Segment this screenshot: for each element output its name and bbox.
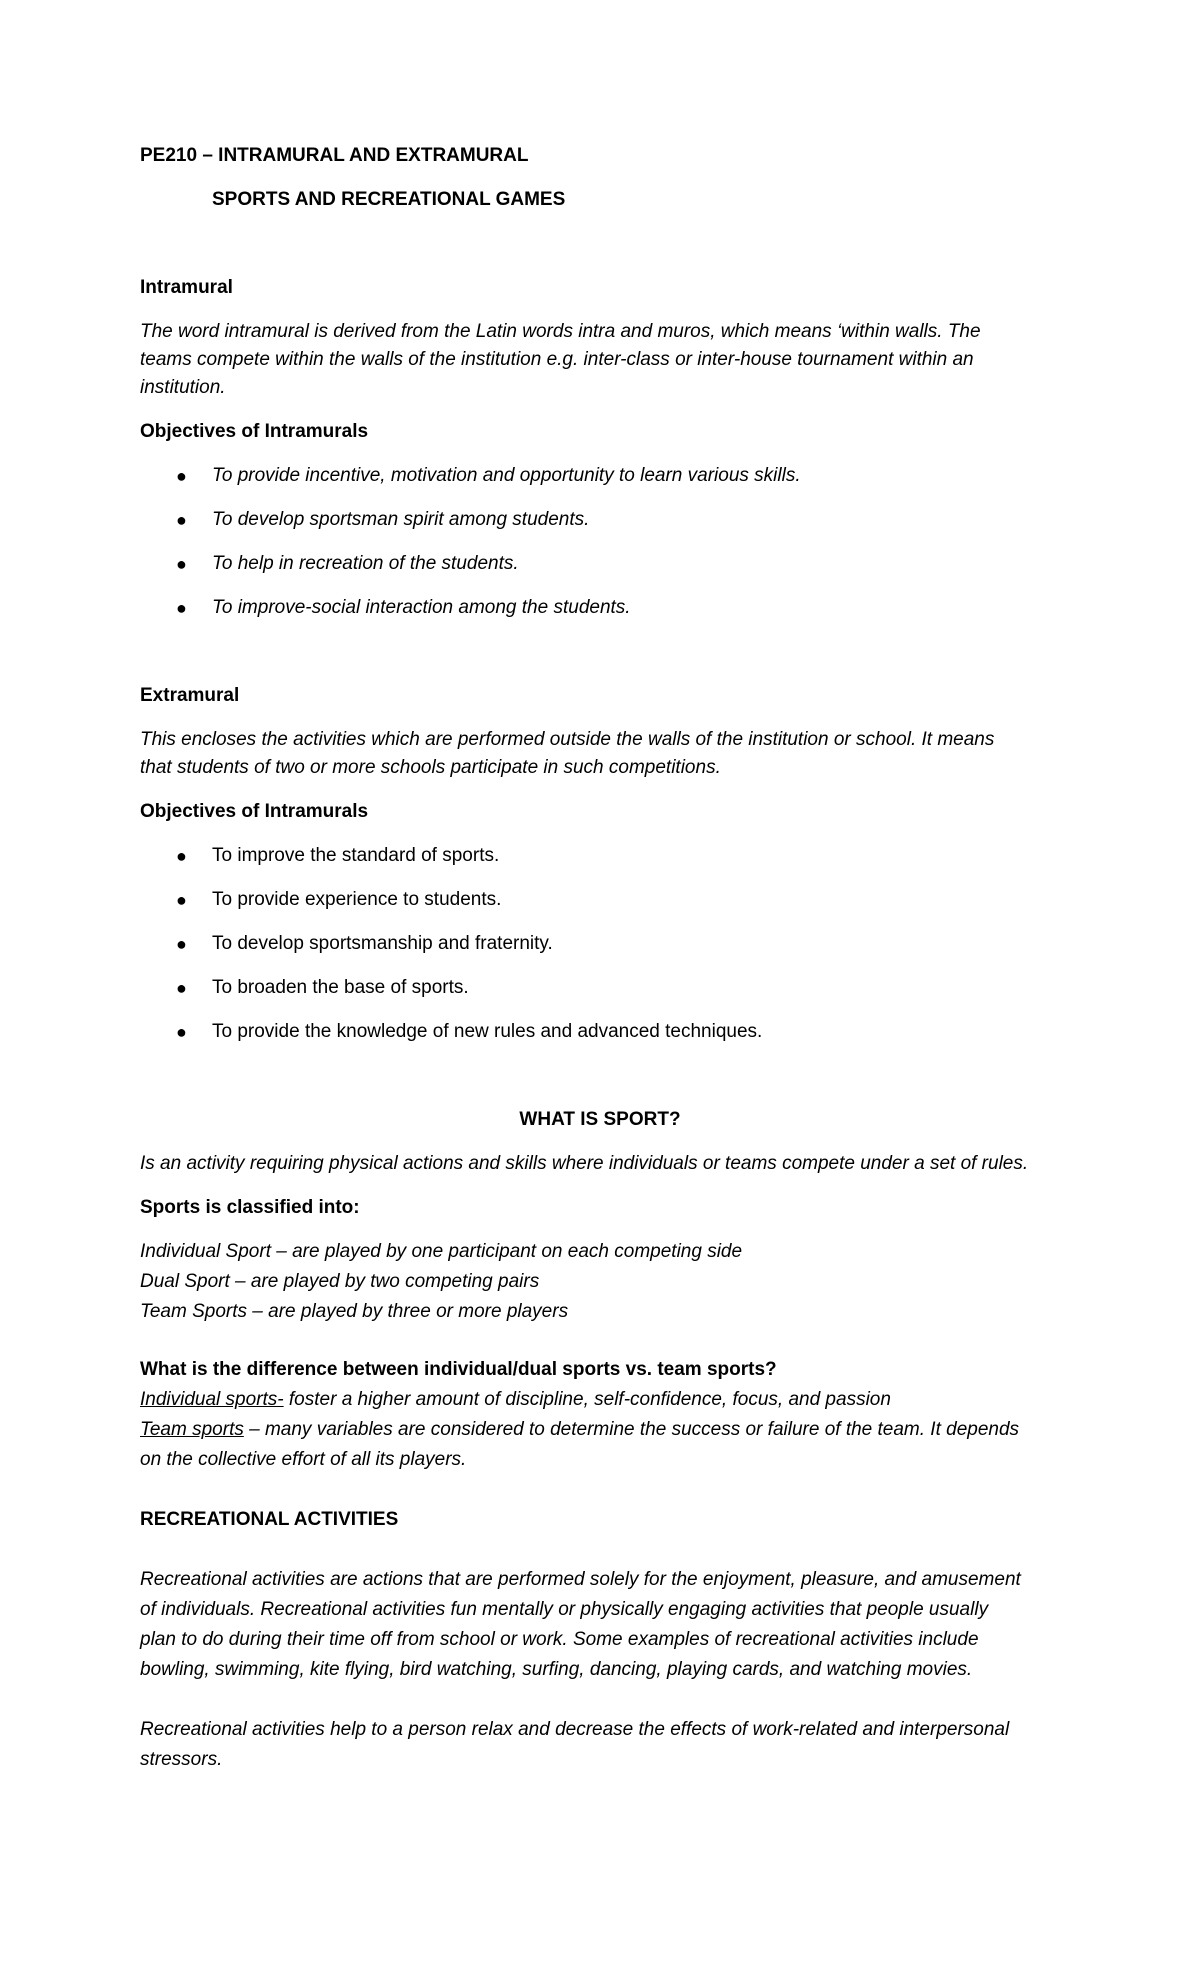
intramural-heading: Intramural [140, 277, 233, 298]
extramural-heading: Extramural [140, 685, 240, 706]
intramural-paragraph-line: The word intramural is derived from the Latin words intra and muros, which means ‘within walls. The [140, 321, 981, 342]
list-item: To provide incentive, motivation and opportunity to learn various skills. [212, 465, 801, 486]
list-item: To broaden the base of sports. [212, 977, 469, 998]
bullet-icon: ● [176, 934, 187, 954]
individual-sports-label: Individual sports- [140, 1389, 284, 1410]
bullet-icon: ● [176, 554, 187, 574]
recreational-paragraph-line: Recreational activities help to a person relax and decrease the effects of work-related and interpersonal [140, 1719, 1010, 1740]
team-sports-label: Team sports [140, 1419, 244, 1440]
list-item: To provide the knowledge of new rules and advanced techniques. [212, 1021, 763, 1042]
list-item: To develop sportsmanship and fraternity. [212, 933, 553, 954]
document-subtitle: SPORTS AND RECREATIONAL GAMES [212, 189, 566, 210]
bullet-icon: ● [176, 890, 187, 910]
intramural-objectives-heading: Objectives of Intramurals [140, 421, 369, 442]
bullet-icon: ● [176, 466, 187, 486]
individual-sports-line [140, 1385, 891, 1415]
bullet-icon: ● [176, 1022, 187, 1042]
list-item: To provide experience to students. [212, 889, 502, 910]
recreational-paragraph-line: stressors. [140, 1749, 223, 1770]
list-item: To improve the standard of sports. [212, 845, 500, 866]
sport-class-line: Team Sports – are played by three or more players [140, 1301, 569, 1322]
team-sports-line-continued: on the collective effort of all its players. [140, 1449, 467, 1470]
team-sports-line [140, 1415, 1019, 1445]
bullet-icon: ● [176, 846, 187, 866]
intramural-paragraph-line: teams compete within the walls of the institution e.g. inter-class or inter-house tournament within an [140, 349, 974, 370]
difference-heading: What is the difference between individual/dual sports vs. team sports? [140, 1359, 777, 1380]
list-item: To help in recreation of the students. [212, 553, 519, 574]
sport-class-line: Individual Sport – are played by one participant on each competing side [140, 1241, 743, 1262]
recreational-paragraph-line: plan to do during their time off from school or work. Some examples of recreational activities include [140, 1629, 979, 1650]
list-item: To improve-social interaction among the students. [212, 597, 631, 618]
bullet-icon: ● [176, 978, 187, 998]
extramural-paragraph-line: This encloses the activities which are performed outside the walls of the institution or school. It means [140, 729, 995, 750]
extramural-objectives-heading: Objectives of Intramurals [140, 801, 369, 822]
individual-sports-text: foster a higher amount of discipline, self-confidence, focus, and passion [283, 1389, 891, 1410]
list-item: To develop sportsman spirit among students. [212, 509, 590, 530]
sport-class-line: Dual Sport – are played by two competing pairs [140, 1271, 540, 1292]
extramural-paragraph-line: that students of two or more schools participate in such competitions. [140, 757, 721, 778]
team-sports-text: – many variables are considered to determine the success or failure of the team. It depends [243, 1419, 1020, 1440]
sport-definition: Is an activity requiring physical actions and skills where individuals or teams compete under a set of rules. [140, 1153, 1029, 1174]
recreational-paragraph-line: of individuals. Recreational activities fun mentally or physically engaging activities that people usually [140, 1599, 989, 1620]
bullet-icon: ● [176, 510, 187, 530]
intramural-paragraph-line: institution. [140, 377, 226, 398]
recreational-heading: RECREATIONAL ACTIVITIES [140, 1509, 399, 1530]
recreational-paragraph-line: Recreational activities are actions that are performed solely for the enjoyment, pleasure, and amusement [140, 1569, 1021, 1590]
sport-classified-heading: Sports is classified into: [140, 1197, 360, 1218]
sport-heading: WHAT IS SPORT? [519, 1109, 681, 1130]
bullet-icon: ● [176, 598, 187, 618]
recreational-paragraph-line: bowling, swimming, kite flying, bird watching, surfing, dancing, playing cards, and watching movies. [140, 1659, 973, 1680]
document-title: PE210 – INTRAMURAL AND EXTRAMURAL [140, 145, 529, 166]
